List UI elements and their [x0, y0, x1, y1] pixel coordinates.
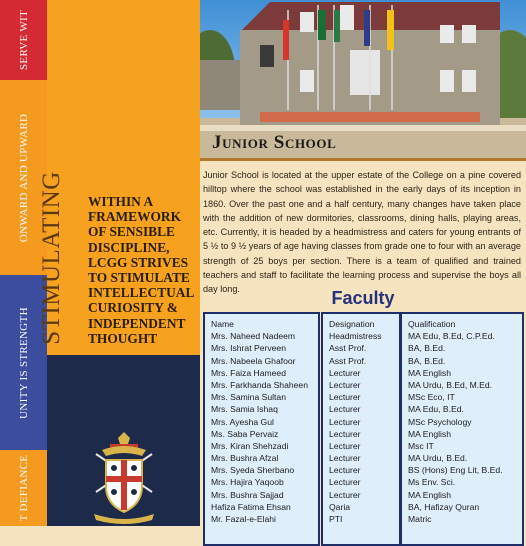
- faculty-name: Mr. Fazal-e-Elahi: [211, 514, 276, 524]
- faculty-designation: PTI: [329, 514, 343, 524]
- faculty-designation: Lecturer: [329, 392, 361, 403]
- vertical-heading: STIMULATING: [38, 171, 65, 345]
- faculty-qualification: MSc Psychology: [408, 416, 472, 427]
- faculty-name: Hafiza Fatima Ehsan: [211, 501, 291, 512]
- faculty-designation: Lecturer: [329, 404, 361, 415]
- motto-text: WITHIN A FRAMEWORK OF SENSIBLE DISCIPLINE, LCGG STRIVES TO STIMULATE INTELLECTUAL CURIOSITY & INDEPENDENT THOUGHT: [88, 194, 194, 346]
- faculty-qualification: MSc Eco, IT: [408, 392, 455, 403]
- faculty-qualification: Msc IT: [408, 440, 434, 451]
- faculty-designation-column: [321, 312, 401, 546]
- faculty-qualification: BA, B.Ed.: [408, 343, 446, 354]
- side-tab-defiance: [0, 450, 47, 526]
- faculty-designation: Lecturer: [329, 489, 361, 500]
- side-tab-label: ONWARD AND UPWARD: [17, 113, 30, 242]
- side-tab-label: T DEFIANCE: [17, 454, 30, 522]
- column-header-qualification: Qualification: [408, 319, 456, 329]
- side-tab-label: UNITY IS STRENGTH: [17, 306, 30, 419]
- faculty-qualification: MA Urdu, B.Ed.: [408, 453, 468, 464]
- faculty-qualification: MA Edu, B.Ed, C.P.Ed.: [408, 331, 495, 342]
- faculty-qualification-column: [400, 312, 524, 546]
- faculty-designation: Headmistress: [329, 331, 382, 342]
- faculty-name: Mrs. Samina Sultan: [211, 392, 286, 403]
- faculty-name: Mrs. Bushra Afzal: [211, 453, 279, 464]
- faculty-qualification: BA, B.Ed.: [408, 355, 446, 366]
- column-header-designation: Designation: [329, 319, 375, 329]
- faculty-qualification: MA English: [408, 428, 451, 439]
- faculty-name: Mrs. Samia Ishaq: [211, 404, 278, 415]
- faculty-designation: Lecturer: [329, 416, 361, 427]
- faculty-name: Mrs. Ishrat Perveen: [211, 343, 286, 354]
- side-tab-serve: [0, 0, 47, 80]
- faculty-qualification: BS (Hons) Eng Lit, B.Ed.: [408, 465, 503, 476]
- faculty-name: Ms. Saba Pervaiz: [211, 428, 279, 439]
- faculty-name: Mrs. Hajira Yaqoob: [211, 477, 284, 488]
- title-divider: [200, 158, 526, 161]
- faculty-designation: Lecturer: [329, 465, 361, 476]
- faculty-qualification: BA, Hafizay Quran: [408, 501, 480, 512]
- faculty-name: Mrs. Farkhanda Shaheen: [211, 379, 308, 390]
- faculty-name: Mrs. Ayesha Gul: [211, 416, 274, 427]
- faculty-designation: Asst Prof.: [329, 343, 367, 354]
- column-header-name: Name: [211, 319, 234, 329]
- faculty-name-column: [203, 312, 320, 546]
- faculty-designation: Qaria: [329, 501, 351, 512]
- faculty-qualification: MA English: [408, 367, 451, 378]
- faculty-designation: Lecturer: [329, 367, 361, 378]
- faculty-qualification: MA Urdu, B.Ed, M.Ed.: [408, 379, 493, 390]
- faculty-qualification: Matric: [408, 514, 432, 524]
- faculty-heading: Faculty: [331, 288, 395, 308]
- faculty-qualification: MA English: [408, 489, 451, 500]
- college-crest-icon: [88, 432, 160, 524]
- faculty-name: Mrs. Faiza Hameed: [211, 367, 286, 378]
- faculty-qualification: Ms Env. Sci.: [408, 477, 456, 488]
- side-tab-label: SERVE WIT: [17, 10, 30, 70]
- page-title: Junior School: [212, 132, 337, 153]
- school-description: Junior School is located at the upper estate of the College on a pine covered hilltop where the school was established in the early days of its inception in 1860. Over the past one and a half century, many changes have taken place with the addition of new dormitories, classrooms, dining halls, playing areas, etc. Currently, it is headed by a headmistress and caters for young entrants of 5 ½ to 9 ½ years of age having classes from grade one to four with an average strength of 25 boys per section. There is a team of qualified and trained teachers and staff to facilitate the learning process and supervise the boys all day long.: [203, 170, 521, 295]
- faculty-designation: Lecturer: [329, 440, 361, 451]
- faculty-designation: Lecturer: [329, 477, 361, 488]
- faculty-designation: Asst Prof.: [329, 355, 367, 366]
- faculty-name: Mrs. Syeda Sherbano: [211, 465, 295, 476]
- faculty-designation: Lecturer: [329, 453, 361, 464]
- faculty-name: Mrs. Naheed Nadeem: [211, 331, 296, 342]
- faculty-name: Mrs. Nabeela Ghafoor: [211, 355, 296, 366]
- faculty-name: Mrs. Bushra Sajjad: [211, 489, 284, 500]
- faculty-designation: Lecturer: [329, 379, 361, 390]
- faculty-qualification: MA Edu, B.Ed.: [408, 404, 464, 415]
- faculty-name: Mrs. Kiran Shehzadi: [211, 440, 289, 451]
- faculty-designation: Lecturer: [329, 428, 361, 439]
